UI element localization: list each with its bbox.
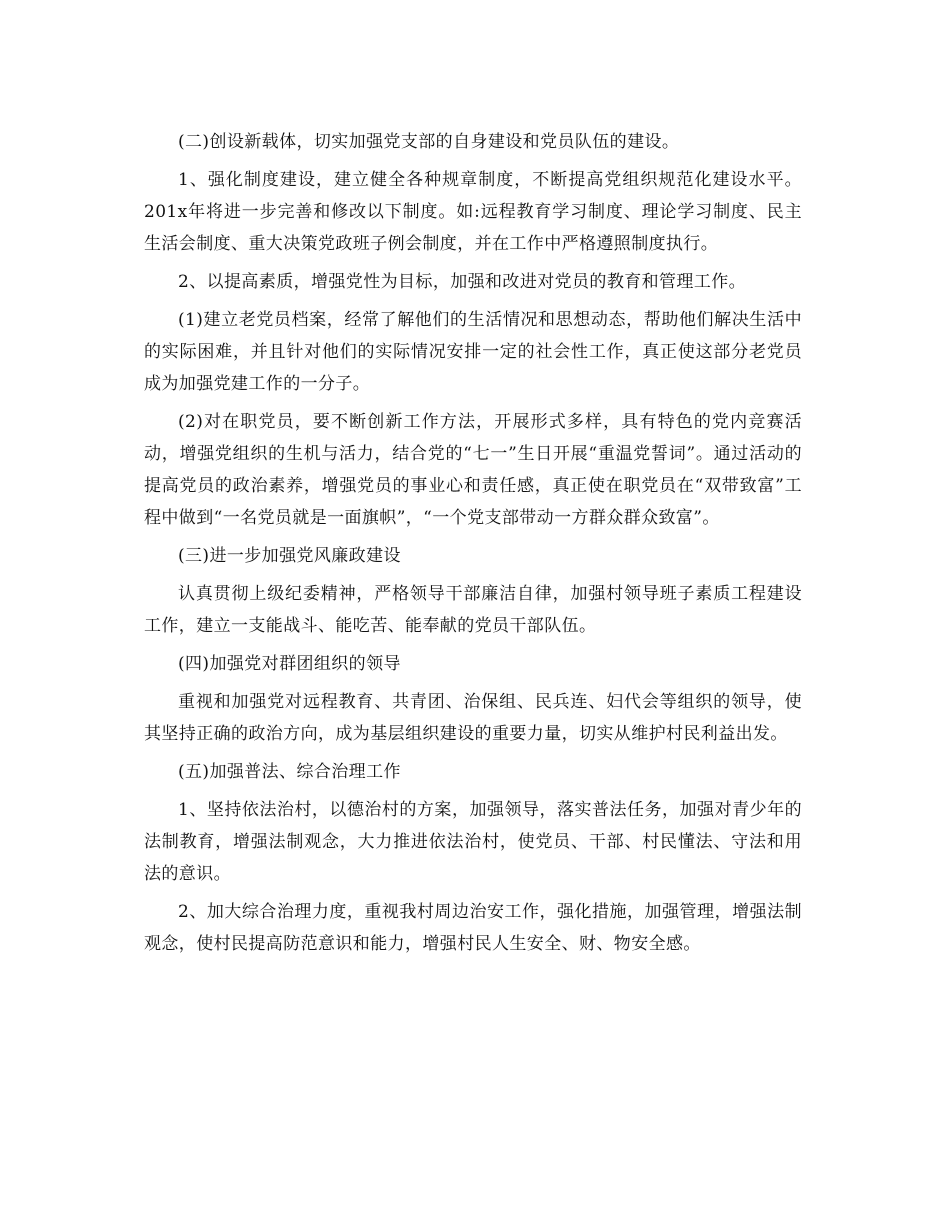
paragraph-rule-of-law: 1、坚持依法治村，以德治村的方案，加强领导，落实普法任务，加强对青少年的法制教育，增强法制观念，大力推进依法治村，使党员、干部、村民懂法、守法和用法的意识。: [144, 800, 802, 884]
document-body: [144, 126, 802, 966]
paragraph-integrity: 认真贯彻上级纪委精神，严格领导干部廉洁自律，加强村领导班子素质工程建设工作，建立一支能战斗、能吃苦、能奉献的党员干部队伍。: [144, 584, 802, 636]
section-heading-5: (五)加强普法、综合治理工作: [178, 762, 401, 782]
paragraph-public-security: 2、加大综合治理力度，重视我村周边治安工作，强化措施，加强管理，增强法制观念，使村民提高防范意识和能力，增强村民人生安全、财、物安全感。: [144, 902, 802, 954]
section-heading-3: (三)进一步加强党风廉政建设: [178, 546, 401, 566]
section-heading-2: (二)创设新载体，切实加强党支部的自身建设和党员队伍的建设。: [178, 132, 680, 152]
paragraph-active-members: (2)对在职党员，要不断创新工作方法，开展形式多样，具有特色的党内竞赛活动，增强党组织的生机与活力，结合党的“七一”生日开展“重温党誓词”。通过活动的提高党员的政治素养，增强党员的事业心和责任感，真正使在职党员在“双带致富”工程中做到“一名党员就是一面旗帜”，“一个党支部带动一方群众群众致富”。: [144, 412, 802, 528]
paragraph-member-education: 2、以提高素质，增强党性为目标，加强和改进对党员的教育和管理工作。: [178, 272, 747, 292]
paragraph-system-building: 1、强化制度建设，建立健全各种规章制度，不断提高党组织规范化建设水平。201x年将进一步完善和修改以下制度。如:远程教育学习制度、理论学习制度、民主生活会制度、重大决策党政班子例会制度，并在工作中严格遵照制度执行。: [144, 170, 802, 254]
paragraph-group-leadership: 重视和加强党对远程教育、共青团、治保组、民兵连、妇代会等组织的领导，使其坚持正确的政治方向，成为基层组织建设的重要力量，切实从维护村民利益出发。: [144, 692, 802, 744]
paragraph-veteran-members: (1)建立老党员档案，经常了解他们的生活情况和思想动态，帮助他们解决生活中的实际困难，并且针对他们的实际情况安排一定的社会性工作，真正使这部分老党员成为加强党建工作的一分子。: [144, 310, 802, 394]
section-heading-4: (四)加强党对群团组织的领导: [178, 654, 401, 674]
